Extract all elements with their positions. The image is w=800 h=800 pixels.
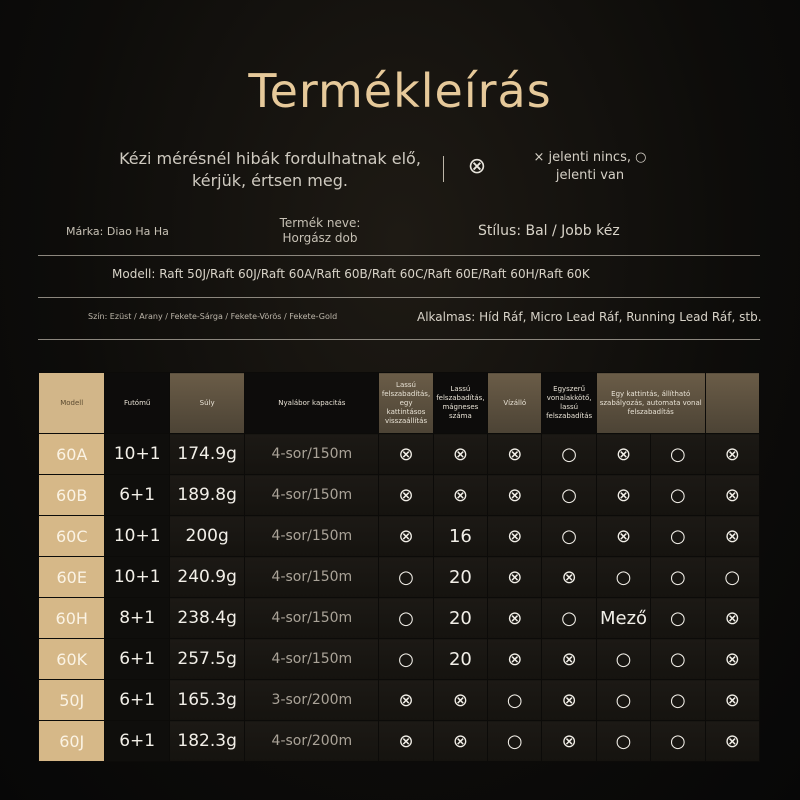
weight-cell: 240.9g [169,557,245,598]
table-header-row [39,373,760,434]
feature-cell: ⊗ [488,598,542,639]
header-gear: Futómű [105,373,169,434]
feature-cell: ○ [542,516,596,557]
brand-label: Márka: Diao Ha Ha [66,225,169,238]
feature-cell: ⊗ [705,639,759,680]
feature-cell: ⊗ [379,721,433,762]
model-cell: 60B [39,475,105,516]
feature-cell: ⊗ [705,680,759,721]
feature-cell: ⊗ [433,475,487,516]
model-cell: 60C [39,516,105,557]
line-capacity-cell: 4-sor/150m [245,598,379,639]
feature-cell: ○ [488,680,542,721]
weight-cell: 174.9g [169,434,245,475]
feature-cell: ○ [596,680,650,721]
feature-cell: ○ [542,475,596,516]
weight-cell: 182.3g [169,721,245,762]
feature-cell: ⊗ [705,721,759,762]
table-row [39,721,760,762]
feature-cell: ⊗ [542,557,596,598]
model-cell: 50J [39,680,105,721]
feature-cell: 20 [433,639,487,680]
header-feature-2: Lassú felszabadítás, mágneses száma [433,373,487,434]
feature-cell: ○ [651,639,705,680]
table-row [39,475,760,516]
line-capacity-cell: 4-sor/150m [245,434,379,475]
style-label: Stílus: Bal / Jobb kéz [478,223,620,239]
table-row [39,639,760,680]
feature-cell: ○ [542,434,596,475]
header-feature-1: Lassú felszabadítás, egy kattintásos visszaállítás [379,373,433,434]
model-cell: 60J [39,721,105,762]
feature-cell: ⊗ [433,680,487,721]
feature-cell: ○ [651,680,705,721]
notice-divider [443,156,444,182]
legend-text: × jelenti nincs, ○ jelenti van [533,150,647,183]
feature-cell: 20 [433,598,487,639]
gear-cell: 10+1 [105,516,169,557]
feature-cell: ○ [651,434,705,475]
color-label: Szín: Ezüst / Arany / Fekete-Sárga / Fekete-Vörös / Fekete-Gold [88,312,338,321]
gear-cell: 10+1 [105,557,169,598]
divider [38,339,760,340]
feature-cell: ⊗ [379,434,433,475]
gear-cell: 6+1 [105,639,169,680]
feature-cell: ○ [379,557,433,598]
gear-cell: 6+1 [105,721,169,762]
weight-cell: 200g [169,516,245,557]
feature-cell: ⊗ [705,475,759,516]
model-cell: 60A [39,434,105,475]
feature-cell: ⊗ [433,434,487,475]
line-capacity-cell: 4-sor/200m [245,721,379,762]
feature-cell: ○ [596,639,650,680]
feature-cell: ○ [596,557,650,598]
model-cell: 60H [39,598,105,639]
model-cell: 60K [39,639,105,680]
feature-cell: ⊗ [542,721,596,762]
feature-cell: ⊗ [596,516,650,557]
model-cell: 60E [39,557,105,598]
feature-cell: ○ [379,639,433,680]
header-feature-7 [705,373,759,434]
feature-cell: ⊗ [488,434,542,475]
feature-cell: ○ [651,721,705,762]
feature-cell: ○ [705,557,759,598]
measurement-notice: Kézi mérésnél hibák fordulhatnak elő, kérjük, értsen meg. [119,149,421,190]
table-row [39,516,760,557]
feature-cell: ⊗ [542,680,596,721]
feature-cell: ⊗ [379,516,433,557]
divider [38,255,760,256]
feature-cell: ⊗ [379,680,433,721]
feature-cell: ⊗ [705,434,759,475]
feature-cell: ○ [596,721,650,762]
feature-cell: Mező [596,598,650,639]
table-body [39,434,760,762]
suitable-label: Alkalmas: Híd Ráf, Micro Lead Ráf, Running Lead Ráf, stb. [417,310,762,324]
spec-table [38,372,760,762]
feature-cell: ⊗ [488,557,542,598]
product-name-label: Termék neve: Horgász dob [279,216,361,245]
feature-cell: ⊗ [596,475,650,516]
gear-cell: 6+1 [105,680,169,721]
weight-cell: 165.3g [169,680,245,721]
feature-cell: ○ [542,598,596,639]
feature-cell: ○ [651,557,705,598]
model-label: Modell: Raft 50J/Raft 60J/Raft 60A/Raft 60B/Raft 60C/Raft 60E/Raft 60H/Raft 60K [112,267,590,281]
feature-cell: ⊗ [488,516,542,557]
header-waterproof: Vízálló [488,373,542,434]
line-capacity-cell: 4-sor/150m [245,639,379,680]
header-feature-4: Egyszerű vonalakkötő, lassú felszabadítás [542,373,596,434]
line-capacity-cell: 4-sor/150m [245,475,379,516]
feature-cell: ○ [488,721,542,762]
header-feature-5: Egy kattintás, állítható szabályozás, automata vonal felszabadítás [596,373,705,434]
feature-cell: ⊗ [705,516,759,557]
feature-cell: ⊗ [488,639,542,680]
feature-cell: ⊗ [379,475,433,516]
table-row [39,598,760,639]
feature-cell: ⊗ [488,475,542,516]
feature-cell: ○ [651,475,705,516]
feature-cell: ○ [651,598,705,639]
feature-cell: 20 [433,557,487,598]
feature-cell: ○ [379,598,433,639]
table-row [39,434,760,475]
page-title: Termékleírás [248,64,552,118]
gear-cell: 6+1 [105,475,169,516]
gear-cell: 10+1 [105,434,169,475]
line-capacity-cell: 3-sor/200m [245,680,379,721]
header-weight: Súly [169,373,245,434]
table-row [39,680,760,721]
header-model: Modell [39,373,105,434]
weight-cell: 257.5g [169,639,245,680]
table-row [39,557,760,598]
feature-cell: ⊗ [596,434,650,475]
weight-cell: 189.8g [169,475,245,516]
header-line-capacity: Nyalábor kapacitás [245,373,379,434]
feature-cell: ○ [651,516,705,557]
feature-cell: ⊗ [433,721,487,762]
feature-cell: ⊗ [542,639,596,680]
line-capacity-cell: 4-sor/150m [245,557,379,598]
line-capacity-cell: 4-sor/150m [245,516,379,557]
cross-circle-icon: ⊗ [467,154,487,179]
weight-cell: 238.4g [169,598,245,639]
divider [38,297,760,298]
feature-cell: ⊗ [705,598,759,639]
feature-cell: 16 [433,516,487,557]
gear-cell: 8+1 [105,598,169,639]
